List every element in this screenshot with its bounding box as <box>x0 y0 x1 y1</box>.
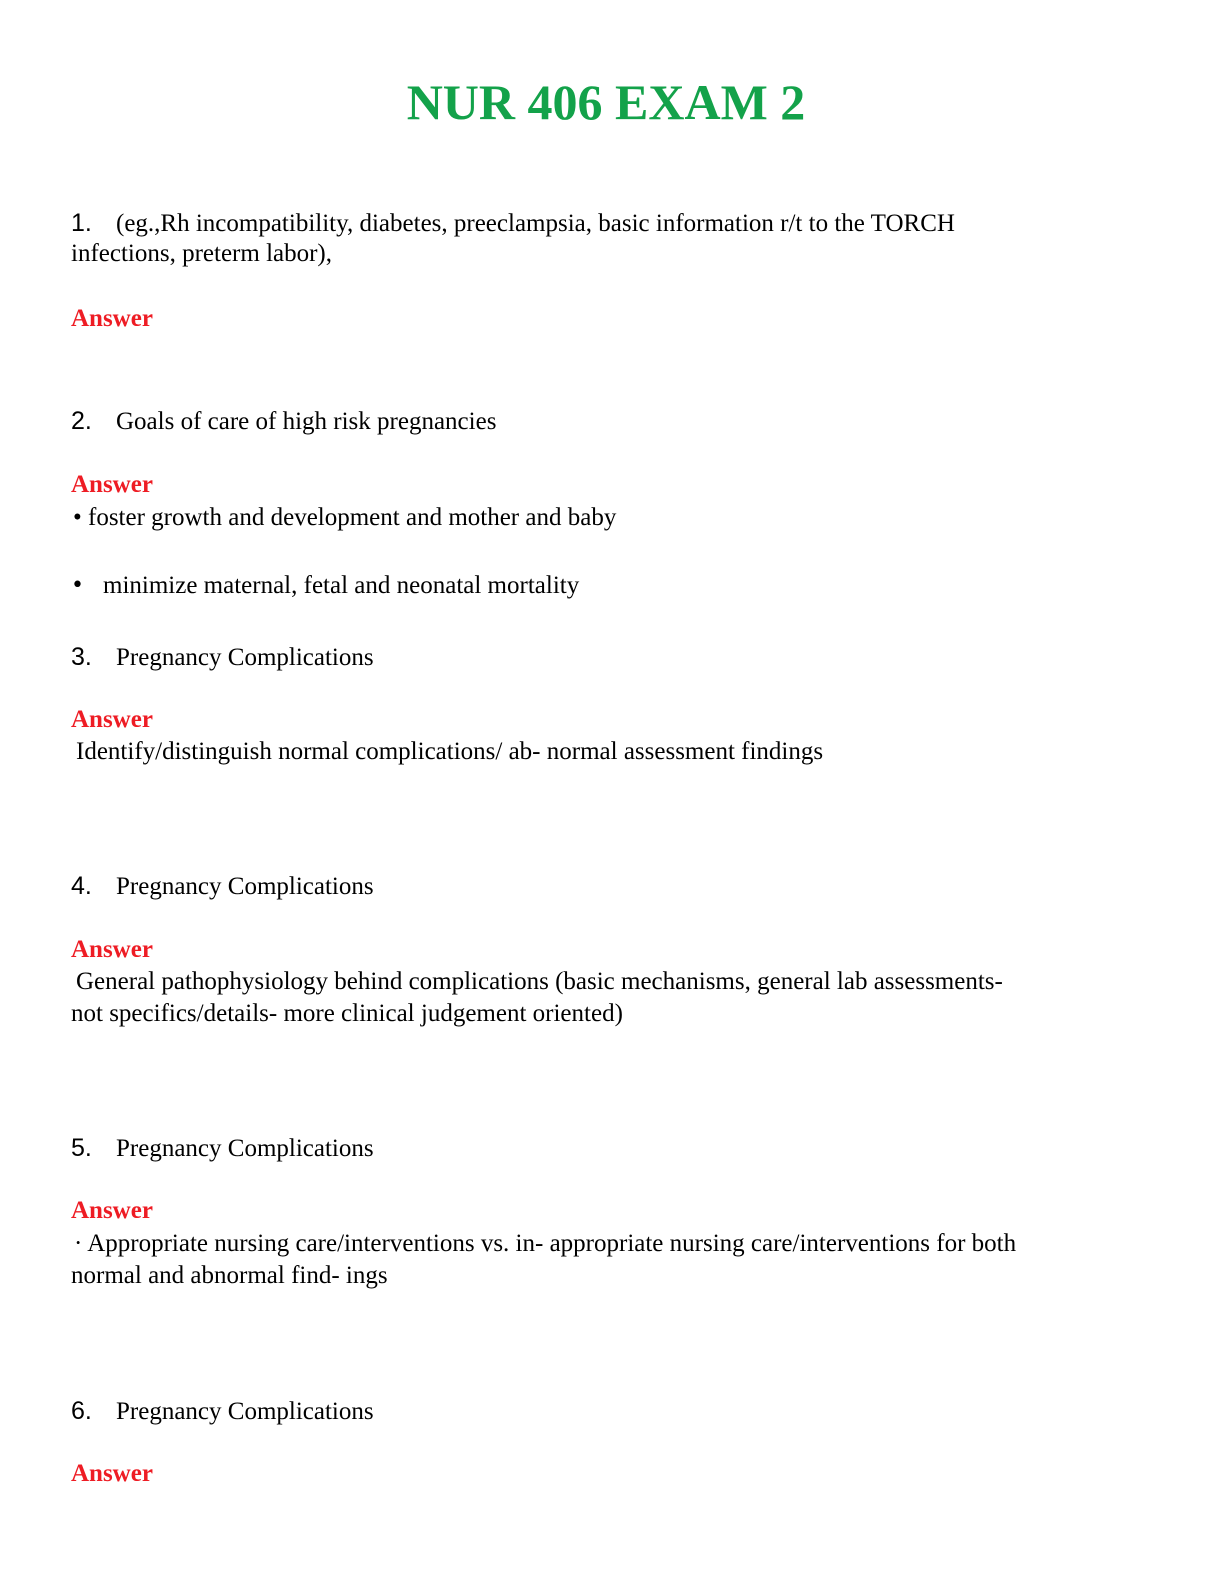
question-prompt: (eg.,Rh incompatibility, diabetes, preeclampsia, basic information r/t to the TORCH <box>116 210 955 237</box>
question-3 <box>71 642 374 673</box>
question-number: 6. <box>71 1397 92 1425</box>
answer-bullet: • foster growth and development and mother and baby <box>73 504 617 531</box>
question-prompt-continued: infections, preterm labor), <box>71 240 333 267</box>
question-prompt: Pregnancy Complications <box>116 1135 374 1162</box>
bullet-dot: • <box>71 573 84 598</box>
question-prompt: Pregnancy Complications <box>116 1398 374 1425</box>
answer-label: Answer <box>71 1460 153 1487</box>
page-title: NUR 406 EXAM 2 <box>406 74 806 130</box>
question-6 <box>71 1396 374 1427</box>
question-prompt: Pregnancy Complications <box>116 873 374 900</box>
answer-label: Answer <box>71 936 153 963</box>
question-1 <box>71 208 955 239</box>
answer-label: Answer <box>71 305 153 332</box>
question-number: 3. <box>71 643 92 671</box>
answer-text-continued: not specifics/details- more clinical judgement oriented) <box>71 1000 623 1027</box>
question-2 <box>71 406 496 437</box>
question-4 <box>71 871 374 902</box>
answer-bullet: minimize maternal, fetal and neonatal mortality <box>103 572 580 599</box>
question-5 <box>71 1133 374 1164</box>
answer-text: · Appropriate nursing care/interventions vs. in- appropriate nursing care/interventions for both <box>74 1230 1017 1257</box>
answer-text-continued: normal and abnormal find- ings <box>71 1262 388 1289</box>
answer-text: Identify/distinguish normal complications/ ab- normal assessment findings <box>76 738 824 765</box>
question-number: 1. <box>71 209 92 237</box>
answer-text: General pathophysiology behind complications (basic mechanisms, general lab assessments- <box>76 968 1003 995</box>
question-prompt: Goals of care of high risk pregnancies <box>116 408 497 435</box>
question-number: 4. <box>71 872 92 900</box>
answer-label: Answer <box>71 471 153 498</box>
answer-label: Answer <box>71 1197 153 1224</box>
question-number: 5. <box>71 1134 92 1162</box>
question-prompt: Pregnancy Complications <box>116 644 374 671</box>
answer-label: Answer <box>71 706 153 733</box>
question-number: 2. <box>71 407 92 435</box>
